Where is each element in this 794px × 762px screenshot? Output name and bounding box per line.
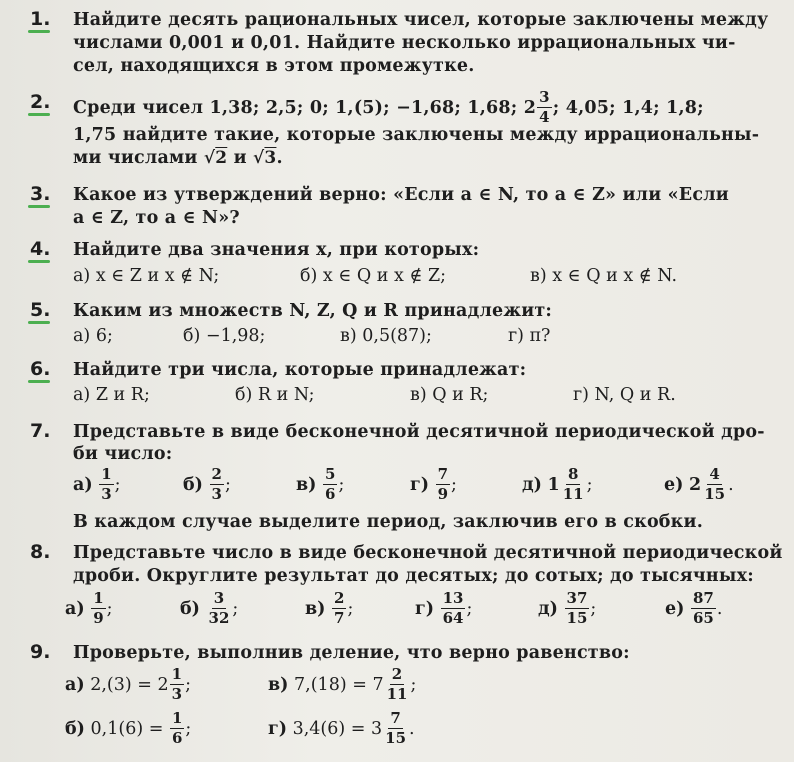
problem-1-line-2: числами 0,001 и 0,01. Найдите несколько иррациональных чи- [73, 33, 736, 53]
problem-4-number: 4. [30, 238, 50, 260]
problem-8-option-d: г) $\frac{13}{64}$ ; [415, 589, 473, 627]
problem-3-line-1: Какое из утверждений верно: «Если a ∈ N, то a ∈ Z» или «Если [73, 185, 729, 205]
problem-8-number: 8. [30, 541, 51, 563]
problem-4-option-a: а) x ∈ Z и x ∉ N; [73, 266, 220, 286]
problem-9-option-c: в) 7,(18) = 7 $\frac{2}{11}$ ; [268, 665, 417, 703]
problem-7-line-3: В каждом случае выделите период, заключив его в скобки. [73, 512, 703, 532]
problem-8-option-b: б) $\frac{3}{32}$ ; [180, 589, 239, 627]
sqrt-2: √2 [203, 148, 228, 168]
problem-7-option-c: в) $\frac{5}{6}$ ; [296, 465, 345, 503]
problem-5-option-d: г) π? [508, 326, 551, 346]
problem-8-line-2: дроби. Округлите результат до десятых; до сотых; до тысячных: [73, 566, 754, 586]
problem-6-line-1: Найдите три числа, которые принадлежат: [73, 360, 527, 380]
problem-7-option-a: а) $\frac{1}{3}$ ; [73, 465, 121, 503]
problem-8-option-c: в) $\frac{2}{7}$ ; [305, 589, 354, 627]
problem-5-option-b: б) −1,98; [183, 326, 266, 346]
problem-7-option-d: г) $\frac{7}{9}$ ; [410, 465, 457, 503]
sqrt-3: √3 [253, 148, 277, 168]
problem-3-number: 3. [30, 183, 50, 205]
problem-8-option-e: д) $\frac{37}{15}$ ; [538, 589, 597, 627]
problem-3-line-2: a ∈ Z, то a ∈ N»? [73, 208, 240, 228]
problem-9-option-b: б) 0,1(6) = $\frac{1}{6}$ ; [65, 709, 192, 747]
problem-9-number: 9. [30, 641, 51, 663]
problem-1-line-3: сел, находящихся в этом промежутке. [73, 56, 475, 76]
problem-5-option-a: а) 6; [73, 326, 113, 346]
problem-1-line-1: Найдите десять рациональных чисел, которые заключены между [73, 10, 769, 30]
problem-6-option-c: в) Q и R; [410, 385, 489, 405]
problem-4-option-c: в) x ∈ Q и x ∉ N. [530, 266, 678, 286]
fraction: $\frac{3}{4}$ [539, 88, 550, 126]
problem-2-line-1: Среди чисел 1,38; 2,5; 0; 1,(5); −1,68; 1,68; 2 $\frac{3}{4}$ ; 4,05; 1,4; 1,8; [73, 88, 704, 126]
problem-7-line-1: Представьте в виде бесконечной десятичной периодической дро- [73, 422, 765, 442]
problem-7-option-b: б) $\frac{2}{3}$ ; [183, 465, 231, 503]
problem-7-number: 7. [30, 420, 51, 442]
problem-9-option-a: а) 2,(3) = 2 $\frac{1}{3}$ ; [65, 665, 191, 703]
problem-6-option-d: г) N, Q и R. [573, 385, 676, 405]
problem-2-number: 2. [30, 91, 50, 113]
problem-4-option-b: б) x ∈ Q и x ∉ Z; [300, 266, 447, 286]
problem-5-line-1: Каким из множеств N, Z, Q и R принадлежит: [73, 301, 553, 321]
problem-8-option-a: а) $\frac{1}{9}$ ; [65, 589, 113, 627]
problem-7-line-2: би число: [73, 444, 173, 464]
problem-6-option-a: а) Z и R; [73, 385, 150, 405]
problem-2-line-2: 1,75 найдите такие, которые заключены между иррациональны- [73, 125, 760, 145]
problem-7-option-f: е) 2 $\frac{4}{15}$ . [664, 465, 734, 503]
problem-5-option-c: в) 0,5(87); [340, 326, 432, 346]
problem-2-line-3: ми числами √2 и √3. [73, 148, 283, 168]
problem-8-option-f: е) $\frac{87}{65}$ . [665, 589, 723, 627]
problem-6-option-b: б) R и N; [235, 385, 315, 405]
problem-6-number: 6. [30, 358, 50, 380]
problem-5-number: 5. [30, 299, 50, 321]
problem-4-line-1: Найдите два значения x, при которых: [73, 240, 480, 260]
problem-8-line-1: Представьте число в виде бесконечной десятичной периодической [73, 543, 783, 563]
problem-1-number: 1. [30, 8, 50, 30]
problem-9-option-d: г) 3,4(6) = 3 $\frac{7}{15}$ . [268, 709, 415, 747]
problem-9-line-1: Проверьте, выполнив деление, что верно равенство: [73, 643, 630, 663]
problem-7-option-e: д) 1 $\frac{8}{11}$ ; [522, 465, 593, 503]
